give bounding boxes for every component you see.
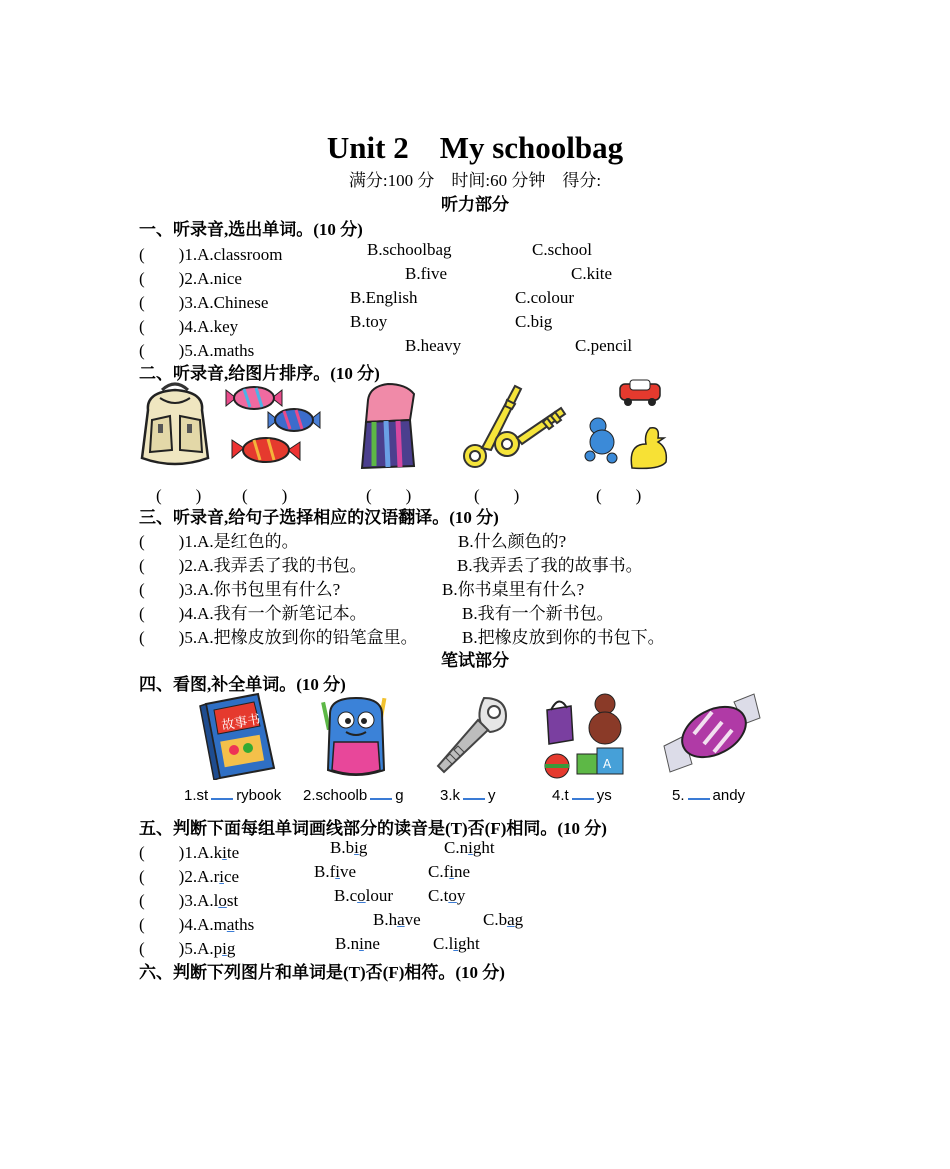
s5-q2-c: C.fine (428, 862, 471, 881)
candies-picture (222, 380, 322, 470)
s4-blank-4[interactable] (572, 784, 594, 800)
s3-q5-a: ( )5.A.把橡皮放到你的铅笔盒里。 (139, 628, 418, 647)
s3-q3-a: ( )3.A.你书包里有什么? (139, 580, 341, 599)
s2-bracket-2: ( ) (242, 486, 288, 505)
s5-q4-c: C.bag (483, 910, 524, 929)
score-info: 满分:100 分 时间:60 分钟 得分: (348, 171, 602, 190)
s5-q2-b: B.five (314, 862, 357, 881)
eraser-picture (358, 380, 422, 472)
s3-q2-b: B.我弄丢了我的故事书。 (457, 556, 643, 575)
s5-q4-b: B.have (373, 910, 421, 929)
s4-blank-3[interactable] (463, 784, 485, 800)
s1-q2-c: C.kite (571, 264, 613, 283)
s1-q5-c: C.pencil (575, 336, 633, 355)
storybook-cover-text: 故事书 (220, 712, 262, 734)
s4-blank-2[interactable] (370, 784, 392, 800)
s4-item-3: 3.k y (440, 784, 496, 804)
s3-q3-b: B.你书桌里有什么? (442, 580, 585, 599)
s3-q1-b: B.什么颜色的? (458, 532, 567, 551)
section-4-heading: 四、看图,补全单词。(10 分) (139, 675, 346, 694)
s1-q3-c: C.colour (515, 288, 575, 307)
s5-q1-b: B.big (330, 838, 368, 857)
s1-q1-b: B.schoolbag (367, 240, 452, 259)
s5-q3-b: B.colour (334, 886, 394, 905)
s5-q4-a: ( )4.A.maths (139, 915, 255, 934)
s5-q5-b: B.nine (335, 934, 380, 953)
s5-q3-a: ( )3.A.lost (139, 891, 239, 910)
s5-q5-a: ( )5.A.pig (139, 939, 236, 958)
s2-bracket-3: ( ) (366, 486, 412, 505)
backpack-picture (138, 380, 212, 468)
s1-q5-b: B.heavy (405, 336, 462, 355)
section-5-heading: 五、判断下面每组单词画线部分的读音是(T)否(F)相同。(10 分) (139, 819, 607, 838)
s1-q4: ( )4.A.key (139, 317, 239, 336)
svg-text:A: A (603, 757, 612, 771)
page-title: Unit 2 My schoolbag (326, 130, 624, 165)
s2-bracket-5: ( ) (596, 486, 642, 505)
s1-q5: ( )5.A.maths (139, 341, 255, 360)
s4-item-1: 1.st rybook (184, 784, 281, 804)
toys-picture (582, 378, 670, 470)
s1-q1: ( )1.A.classroom (139, 245, 283, 264)
section-1-heading: 一、听录音,选出单词。(10 分) (139, 220, 363, 239)
s1-q3-b: B.English (350, 288, 418, 307)
s4-item-2: 2.schoolb g (303, 784, 404, 804)
s5-q1-a: ( )1.A.kite (139, 843, 240, 862)
s2-bracket-4: ( ) (474, 486, 520, 505)
section-2-heading: 二、听录音,给图片排序。(10 分) (139, 364, 380, 383)
s5-q3-c: C.toy (428, 886, 466, 905)
s4-blank-5[interactable] (688, 784, 710, 800)
s5-q5-c: C.light (433, 934, 480, 953)
s5-q2-a: ( )2.A.rice (139, 867, 240, 886)
s1-q3: ( )3.A.Chinese (139, 293, 269, 312)
section-3-heading: 三、听录音,给句子选择相应的汉语翻译。(10 分) (139, 508, 499, 527)
schoolbag-picture (318, 692, 394, 780)
listening-part-label: 听力部分 (441, 195, 509, 214)
s3-q4-a: ( )4.A.我有一个新笔记本。 (139, 604, 367, 623)
storybook-picture (198, 690, 280, 780)
writing-part-label: 笔试部分 (441, 651, 509, 670)
s1-q2-b: B.five (405, 264, 448, 283)
s5-q1-c: C.night (444, 838, 495, 857)
s4-blank-1[interactable] (211, 784, 233, 800)
s3-q5-b: B.把橡皮放到你的书包下。 (462, 628, 665, 647)
candy-picture (660, 690, 764, 780)
s1-q4-b: B.toy (350, 312, 388, 331)
s1-q4-c: C.big (515, 312, 553, 331)
s3-q2-a: ( )2.A.我弄丢了我的书包。 (139, 556, 367, 575)
section-6-heading: 六、判断下列图片和单词是(T)否(F)相符。(10 分) (139, 963, 505, 982)
s3-q4-b: B.我有一个新书包。 (462, 604, 614, 623)
toys-group-picture (543, 690, 633, 782)
s1-q1-c: C.school (532, 240, 592, 259)
s4-item-5: 5. andy (672, 784, 745, 804)
s2-bracket-1: ( ) (156, 486, 202, 505)
key-picture (432, 692, 512, 780)
s1-q2: ( )2.A.nice (139, 269, 242, 288)
s3-q1-a: ( )1.A.是红色的。 (139, 532, 299, 551)
s4-item-4: 4.t ys (552, 784, 612, 804)
keys-picture (455, 378, 570, 470)
